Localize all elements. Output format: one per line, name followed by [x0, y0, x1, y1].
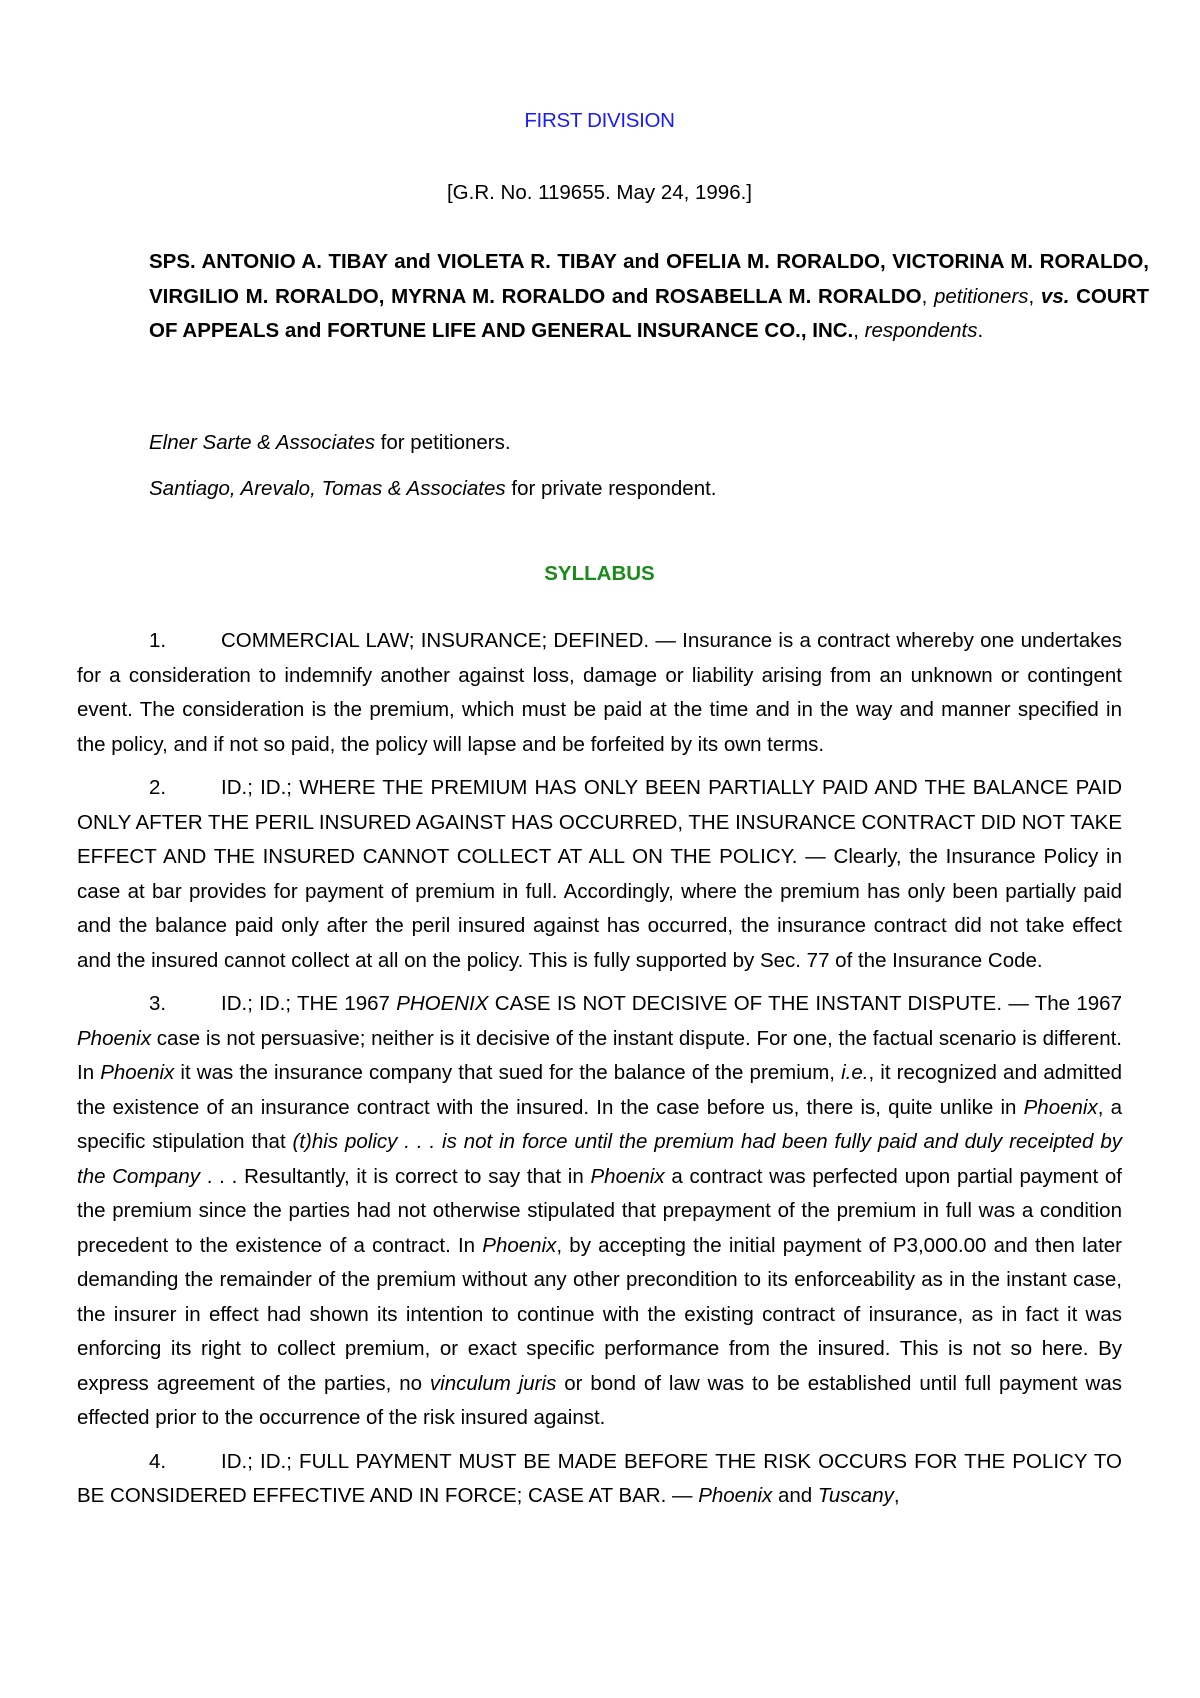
- syllabus-heading: SYLLABUS: [544, 562, 655, 585]
- counsel-role: for private respondent.: [505, 477, 717, 500]
- item-text: , by accepting the initial payment of P3,000.00 and then later demanding the remainder of the premium without any other precondition to its enforceability as in the instant case, the insurer in effect had shown its intention to continue with the existing contract of insurance, as in fact it was enforcing its right to collect premium, or exact specific performance from the insured. This is not so here. By express agreement of the parties, no: [77, 1233, 1123, 1395]
- item-text: , a specific stipulation that: [77, 1095, 1122, 1153]
- syllabus-item-1: [77, 624, 1122, 762]
- item-text: ID.; ID.; FULL PAYMENT MUST BE MADE BEFORE THE RISK OCCURS FOR THE POLICY TO BE CONSIDERED EFFECTIVE AND IN FORCE; CASE AT BAR. —: [77, 1449, 1122, 1507]
- respondents-names: COURT OF APPEALS and FORTUNE LIFE AND GENERAL INSURANCE CO., INC.: [149, 284, 1149, 342]
- item-number: 1.: [149, 629, 167, 652]
- versus-label: vs.: [1040, 284, 1070, 308]
- item-text: ID.; ID.; THE 1967: [221, 992, 397, 1015]
- item-text: ID.; ID.; WHERE THE PREMIUM HAS ONLY BEEN PARTIALLY PAID AND THE BALANCE PAID ONLY AFTER THE PERIL INSURED AGAINST HAS OCCURRED, THE INSURANCE CONTRACT DID NOT TAKE EFFECT AND THE INSURED CANNOT COLLECT AT ALL ON THE POLICY. — Clearly, the Insurance Policy in case at bar provides for payment of premium in full. Accordingly, where the premium has only been partially paid and the balance paid only after the peril insured against has occurred, the insurance contract did not take effect and the insured cannot collect at all on the policy. This is fully supported by Sec. 77 of the Insurance Code.: [77, 776, 1122, 972]
- item-text: ,: [893, 1484, 900, 1507]
- item-emphasis: Phoenix: [698, 1484, 773, 1507]
- counsel-respondent: [149, 472, 1149, 507]
- item-text: case is not persuasive; neither is it decisive of the instant dispute. For one, the factual scenario is different. In: [77, 1026, 1122, 1084]
- counsel-petitioners: [149, 426, 1149, 461]
- item-emphasis: (t)his policy . . . is not in force until the premium had been fully paid and duly receipted by the Company: [77, 1130, 1122, 1188]
- syllabus-body: [77, 624, 1122, 1523]
- item-emphasis: Phoenix: [100, 1061, 175, 1084]
- item-text: and: [772, 1484, 818, 1507]
- syllabus-item-3: [77, 987, 1122, 1436]
- item-emphasis: vinculum juris: [429, 1371, 557, 1395]
- item-emphasis: Phoenix: [77, 1026, 152, 1050]
- item-text: . . . Resultantly, it is correct to say that in: [199, 1164, 591, 1188]
- item-emphasis: Phoenix: [590, 1164, 665, 1188]
- case-parties: [149, 245, 1149, 349]
- item-text: or bond of law was to be established until full payment was effected prior to the occurrence of the risk insured against.: [77, 1371, 1122, 1429]
- item-text: , it recognized and admitted the existence of an insurance contract with the insured. In the case before us, there is, quite unlike in: [77, 1061, 1122, 1119]
- case-number: [G.R. No. 119655. May 24, 1996.]: [446, 181, 753, 204]
- parties-separator: ,: [1028, 284, 1041, 308]
- syllabus-item-2: [77, 771, 1122, 978]
- item-emphasis: i.e.: [841, 1061, 869, 1084]
- item-number: 2.: [149, 776, 167, 799]
- item-number: 4.: [149, 1449, 167, 1473]
- item-number: 3.: [149, 992, 167, 1015]
- item-text: COMMERCIAL LAW; INSURANCE; DEFINED. — Insurance is a contract whereby one undertakes for a consideration to indemnify another against loss, damage or liability arising from an unknown or contingent event. The consideration is the premium, which must be paid at the time and in the way and manner specified in the policy, and if not so paid, the policy will lapse and be forfeited by its own terms.: [77, 629, 1122, 756]
- item-emphasis: Phoenix: [1023, 1095, 1098, 1119]
- counsel-firm: Santiago, Arevalo, Tomas & Associates: [149, 477, 506, 500]
- petitioners-label: petitioners: [933, 284, 1029, 308]
- item-text: it was the insurance company that sued for the balance of the premium,: [174, 1061, 842, 1084]
- item-emphasis: Phoenix: [482, 1233, 557, 1257]
- item-text: CASE IS NOT DECISIVE OF THE INSTANT DISPUTE. — The 1967: [488, 992, 1122, 1015]
- item-emphasis: PHOENIX: [396, 992, 489, 1015]
- syllabus-item-4: [77, 1445, 1122, 1514]
- parties-separator: ,: [921, 284, 934, 308]
- respondents-label: respondents: [864, 319, 978, 342]
- parties-separator: ,: [853, 319, 865, 342]
- counsel-role: for petitioners.: [374, 431, 511, 454]
- parties-end: .: [977, 319, 984, 342]
- item-text: a contract was perfected upon partial payment of the premium since the parties had not otherwise stipulated that prepayment of the premium in full was a condition precedent to the existence of a contract. In: [77, 1164, 1122, 1257]
- division-heading: FIRST DIVISION: [524, 109, 675, 132]
- petitioners-names: SPS. ANTONIO A. TIBAY and VIOLETA R. TIBAY and OFELIA M. RORALDO, VICTORINA M. RORALDO, VIRGILIO M. RORALDO, MYRNA M. RORALDO and ROSABELLA M. RORALDO: [149, 250, 1149, 308]
- item-emphasis: Tuscany: [817, 1484, 894, 1507]
- counsel-firm: Elner Sarte & Associates: [149, 431, 375, 454]
